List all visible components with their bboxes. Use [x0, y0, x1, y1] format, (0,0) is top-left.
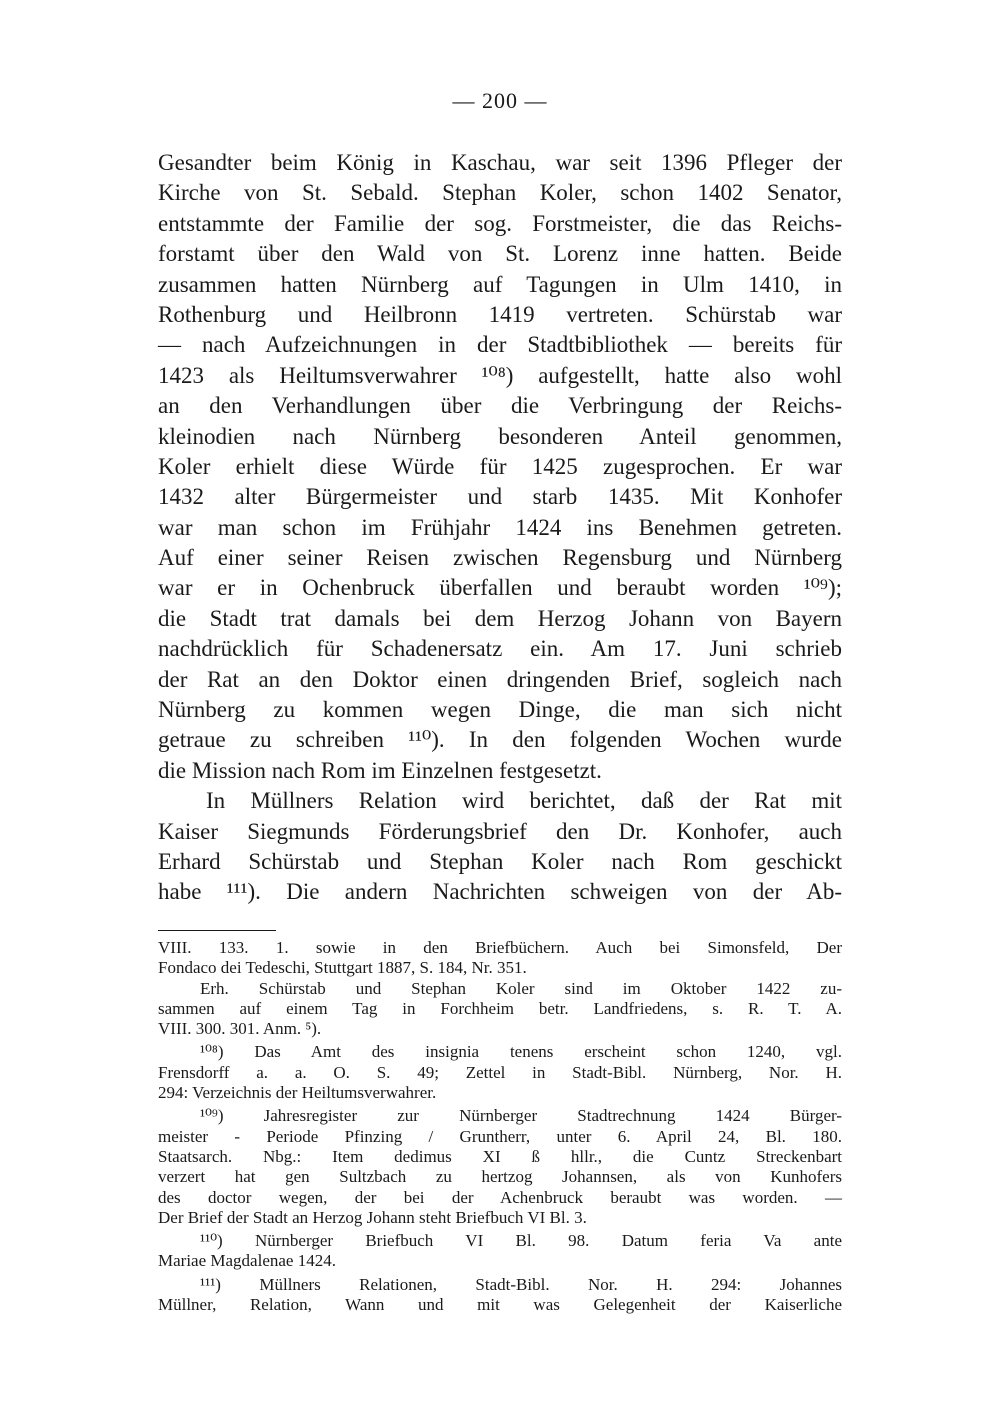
footnote-line: Frensdorff a. a. O. S. 49; Zettel in Stadt-Bibl. Nürnberg, Nor. H.: [158, 1062, 842, 1082]
text-line: Kaiser Siegmunds Förderungsbrief den Dr. Konhofer, auch: [158, 818, 842, 844]
footnotes: [158, 938, 842, 1315]
footnote-line: Fondaco dei Tedeschi, Stuttgart 1887, S. 184, Nr. 351.: [158, 958, 527, 978]
footnote-line: meister - Periode Pfinzing / Gruntherr, unter 6. April 24, Bl. 180.: [158, 1126, 842, 1146]
footnote-108: ¹⁰⁸) Das Amt des insignia tenens erscheint schon 1240, vgl.: [200, 1042, 842, 1062]
text-line: getraue zu schreiben ¹¹⁰). In den folgenden Wochen wurde: [158, 727, 842, 753]
text-line: Koler erhielt diese Würde für 1425 zugesprochen. Er war: [158, 453, 842, 479]
text-line: war man schon im Frühjahr 1424 ins Benehmen getreten.: [158, 514, 842, 540]
text-line: 1432 alter Bürgermeister und starb 1435. Mit Konhofer: [158, 484, 842, 510]
footnote-line: VIII. 133. 1. sowie in den Briefbüchern. Auch bei Simonsfeld, Der: [158, 938, 842, 957]
text-line: entstammte der Familie der sog. Forstmeister, die das Reichs-: [158, 210, 842, 236]
text-line: habe ¹¹¹). Die andern Nachrichten schweigen von der Ab-: [158, 879, 842, 905]
footnote-line: Staatsarch. Nbg.: Item dedimus XI ß hllr., die Cuntz Streckenbart: [158, 1146, 842, 1166]
footnote-line: Der Brief der Stadt an Herzog Johann steht Briefbuch VI Bl. 3.: [158, 1207, 587, 1227]
text-line: Gesandter beim König in Kaschau, war seit 1396 Pfleger der: [158, 150, 842, 175]
text-line: der Rat an den Doktor einen dringenden Brief, sogleich nach: [158, 666, 842, 692]
text-line: 1423 als Heiltumsverwahrer ¹⁰⁸) aufgestellt, hatte also wohl: [158, 362, 842, 388]
footnote-line: VIII. 300. 301. Anm. ⁵).: [158, 1019, 322, 1039]
footnote-109: ¹⁰⁹) Jahresregister zur Nürnberger Stadtrechnung 1424 Bürger-: [200, 1106, 842, 1126]
text-line: Erhard Schürstab und Stephan Koler nach Rom geschickt: [158, 848, 842, 874]
footnote-111: ¹¹¹) Müllners Relationen, Stadt-Bibl. Nor. H. 294: Johannes: [200, 1274, 842, 1294]
text-line: zusammen hatten Nürnberg auf Tagungen in Ulm 1410, in: [158, 271, 842, 297]
text-line: Auf einer seiner Reisen zwischen Regensburg und Nürnberg: [158, 545, 842, 571]
footnote-line: des doctor wegen, der bei der Achenbruck beraubt was worden. —: [158, 1187, 842, 1207]
footnote-line: Müllner, Relation, Wann und mit was Gelegenheit der Kaiserliche: [158, 1295, 842, 1315]
text-line: kleinodien nach Nürnberg besonderen Anteil genommen,: [158, 423, 842, 449]
footnote-line: verzert hat gen Sultzbach zu hertzog Johannsen, als von Kunhofers: [158, 1167, 842, 1187]
footnote-line: 294: Verzeichnis der Heiltumsverwahrer.: [158, 1083, 437, 1103]
text-line: war er in Ochenbruck überfallen und beraubt worden ¹⁰⁹);: [158, 575, 842, 601]
text-line: die Stadt trat damals bei dem Herzog Johann von Bayern: [158, 605, 842, 631]
text-line: Rothenburg und Heilbronn 1419 vertreten. Schürstab war: [158, 301, 842, 327]
text-line: Kirche von St. Sebald. Stephan Koler, schon 1402 Senator,: [158, 180, 842, 206]
text-line: die Mission nach Rom im Einzelnen festgesetzt.: [158, 757, 602, 783]
footnote-line: sammen auf einem Tag in Forchheim betr. Landfriedens, s. R. T. A.: [158, 998, 842, 1018]
text-line: forstamt über den Wald von St. Lorenz inne hatten. Beide: [158, 241, 842, 267]
text-line: — nach Aufzeichnungen in der Stadtbibliothek — bereits für: [158, 332, 842, 358]
footnote-divider: [158, 930, 276, 931]
text-line: nachdrücklich für Schadenersatz ein. Am 17. Juni schrieb: [158, 636, 842, 662]
footnote-110: ¹¹⁰) Nürnberger Briefbuch VI Bl. 98. Datum feria Va ante: [200, 1231, 842, 1251]
text-line: an den Verhandlungen über die Verbringung der Reichs-: [158, 393, 842, 419]
main-text: [158, 148, 842, 908]
footnote-line: Erh. Schürstab und Stephan Koler sind im Oktober 1422 zu-: [200, 978, 842, 998]
text-line: Nürnberg zu kommen wegen Dinge, die man sich nicht: [158, 697, 842, 723]
page-number: — 200 —: [452, 88, 548, 113]
text-line: In Müllners Relation wird berichtet, daß der Rat mit: [206, 788, 842, 814]
footnote-line: Mariae Magdalenae 1424.: [158, 1251, 336, 1271]
